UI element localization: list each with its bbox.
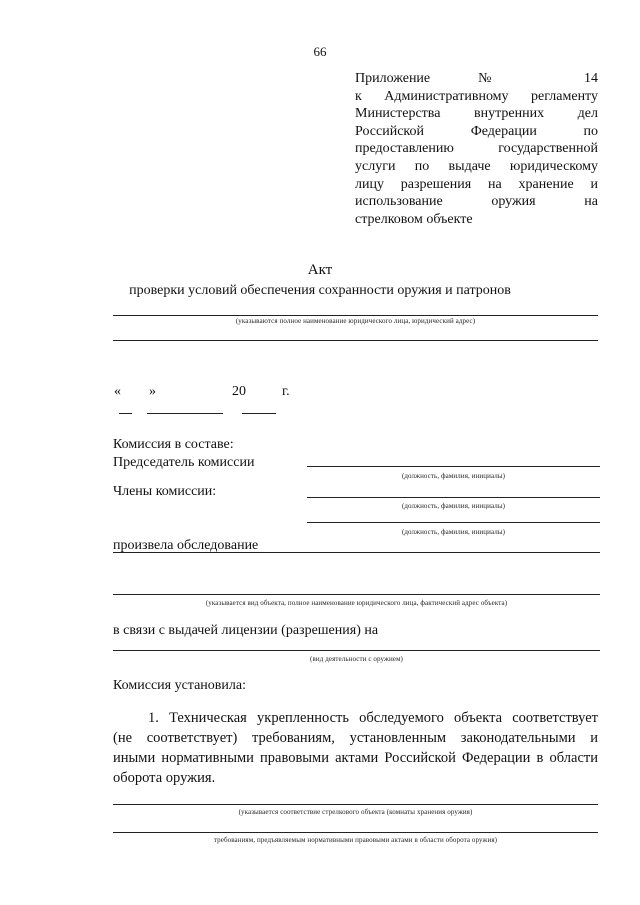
member-line-2 bbox=[307, 522, 600, 523]
established-label: Комиссия установила: bbox=[113, 678, 246, 693]
caption-chairman: (должность, фамилия, инициалы) bbox=[401, 472, 506, 480]
date-year-line bbox=[242, 413, 276, 414]
caption-member-1: (должность, фамилия, инициалы) bbox=[401, 502, 506, 510]
chairman-line bbox=[307, 466, 600, 467]
date-day-line bbox=[119, 413, 132, 414]
member-line-1 bbox=[307, 497, 600, 498]
license-label: в связи с выдачей лицензии (разрешения) на bbox=[113, 623, 379, 638]
appendix-line: стрелковом объекте bbox=[355, 211, 473, 227]
date-year-prefix: 20 bbox=[232, 384, 246, 399]
appendix-line: Приложение № 14 bbox=[355, 71, 598, 86]
paragraph-line: оборота оружия. bbox=[113, 770, 216, 786]
object-line bbox=[113, 594, 600, 595]
caption-requirements: требованиям, предъявляемым нормативными правовыми актами в области оборота оружия) bbox=[213, 836, 498, 844]
date-year-suffix: г. bbox=[282, 384, 290, 399]
paragraph-line: 1. Техническая укрепленность обследуемого объекта соответствует bbox=[148, 710, 598, 726]
date-open-quote: « bbox=[114, 384, 121, 399]
date-close-quote: » bbox=[149, 384, 156, 399]
paragraph-1 bbox=[113, 708, 598, 788]
chairman-label: Председатель комиссии bbox=[113, 455, 255, 470]
paragraph-line: (не соответствует) требованиям, установленным законодательными и bbox=[113, 730, 598, 746]
inspection-label: произвела обследование bbox=[113, 538, 259, 553]
appendix-line: предоставлению государственной bbox=[355, 141, 598, 157]
document-subtitle: проверки условий обеспечения сохранности оружия и патронов bbox=[129, 283, 511, 298]
page-number: 66 bbox=[313, 44, 327, 59]
appendix-line: лицу разрешения на хранение и bbox=[355, 176, 598, 192]
caption-object: (указывается вид объекта, полное наименование юридического лица, фактический адрес объекта) bbox=[205, 599, 508, 607]
legal-entity-line bbox=[113, 315, 598, 316]
caption-member-2: (должность, фамилия, инициалы) bbox=[401, 528, 506, 536]
appendix-line: услуги по выдаче юридическому bbox=[355, 159, 598, 174]
appendix-line: использование оружия на bbox=[355, 194, 598, 210]
legal-entity-line-2 bbox=[113, 340, 598, 341]
caption-legal-entity: (указываются полное наименование юридического лица, юридический адрес) bbox=[235, 317, 476, 325]
activity-line bbox=[113, 650, 600, 651]
appendix-line: к Административному регламенту bbox=[355, 88, 598, 104]
caption-activity: (вид деятельности с оружием) bbox=[310, 655, 403, 663]
compliance-line bbox=[113, 804, 598, 805]
document-title: Акт bbox=[307, 262, 333, 278]
requirements-line bbox=[113, 832, 598, 833]
commission-composition-label: Комиссия в составе: bbox=[113, 437, 234, 452]
date-month-line bbox=[147, 413, 223, 414]
appendix-line: Российской Федерации по bbox=[355, 123, 598, 139]
members-label: Члены комиссии: bbox=[113, 484, 217, 499]
inspection-line bbox=[113, 552, 600, 553]
paragraph-line: иными нормативными правовыми актами Российской Федерации в области bbox=[113, 750, 598, 766]
appendix-line: Министерства внутренних дел bbox=[355, 106, 598, 122]
caption-compliance: (указывается соответствие стрелкового объекта (комнаты хранения оружия) bbox=[238, 808, 473, 816]
